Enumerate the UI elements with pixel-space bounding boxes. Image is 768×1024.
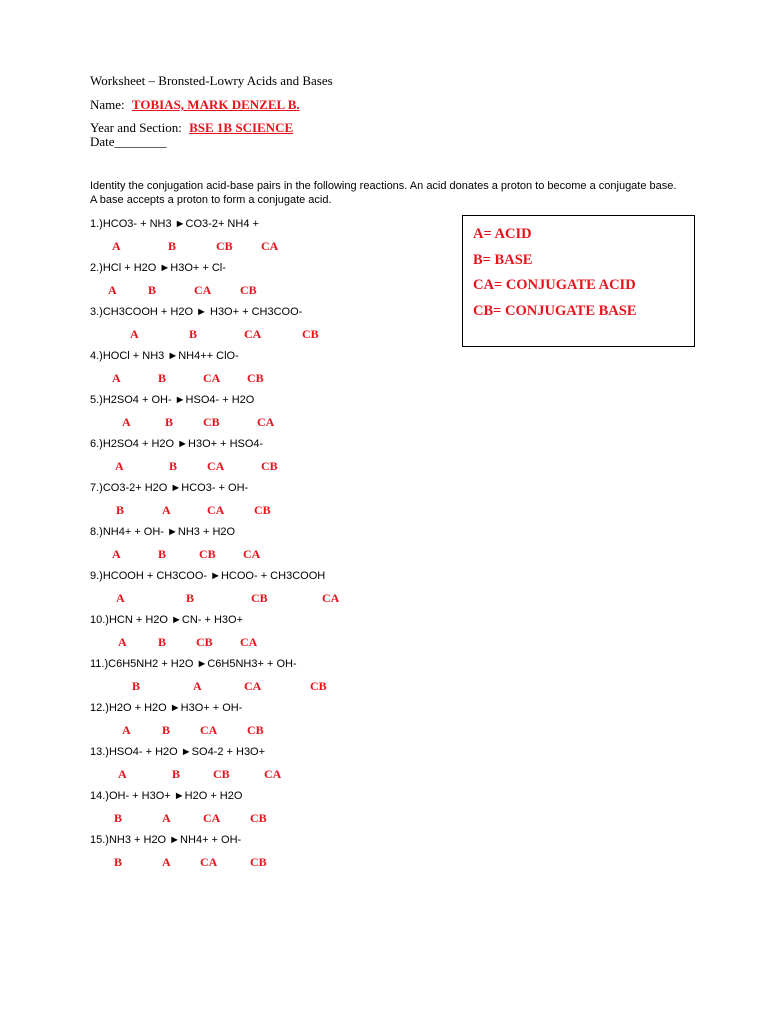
reaction-15: 15.)NH3 + H2O ►NH4+ + OH- (90, 834, 242, 846)
name-label: Name: (90, 97, 125, 112)
answer-8-4: CA (243, 547, 261, 561)
year-section-value: BSE 1B SCIENCE (189, 120, 294, 135)
reaction-10: 10.)HCN + H2O ►CN- + H3O+ (90, 614, 244, 626)
answer-9-3: CB (251, 591, 268, 605)
year-section-label: Year and Section: (90, 120, 182, 135)
answer-12-4: CB (247, 723, 264, 737)
legend-conjugate-base: CB= CONJUGATE BASE (473, 302, 637, 319)
answer-6-4: CB (261, 459, 278, 473)
answer-9-1: A (116, 591, 125, 605)
answer-13-1: A (118, 767, 127, 781)
answer-6-3: CA (207, 459, 225, 473)
legend-conjugate-acid: CA= CONJUGATE ACID (473, 277, 636, 293)
answer-3-3: CA (244, 327, 262, 341)
reaction-1: 1.)HCO3- + NH3 ►CO3-2+ NH4 + (90, 218, 259, 230)
answer-3-1: A (130, 327, 139, 341)
answer-15-1: B (114, 855, 123, 869)
answer-1-4: CA (261, 239, 279, 253)
answer-3-4: CB (302, 327, 319, 341)
answer-15-2: A (162, 855, 171, 869)
answer-12-1: A (122, 723, 131, 737)
reaction-14: 14.)OH- + H3O+ ►H2O + H2O (90, 790, 243, 802)
legend-acid: A= ACID (473, 226, 532, 242)
answer-5-1: A (122, 415, 131, 429)
answer-2-3: CA (194, 283, 212, 297)
answer-10-4: CA (240, 635, 258, 649)
answer-8-2: B (158, 547, 167, 561)
answer-14-3: CA (203, 811, 221, 825)
reaction-7: 7.)CO3-2+ H2O ►HCO3- + OH- (90, 482, 249, 494)
answer-2-2: B (148, 283, 157, 297)
instructions-text: Identity the conjugation acid-base pairs in the following reactions. An acid donates a proton to become a conjugate base. A base accepts a proton to form a conjugate acid. (90, 180, 677, 206)
answer-1-1: A (112, 239, 121, 253)
answer-6-2: B (169, 459, 178, 473)
legend-base: B= BASE (473, 251, 533, 268)
reaction-8: 8.)NH4+ + OH- ►NH3 + H2O (90, 526, 236, 538)
answer-5-3: CB (203, 415, 220, 429)
answer-10-2: B (158, 635, 167, 649)
answer-11-4: CB (310, 679, 327, 693)
answer-13-2: B (172, 767, 181, 781)
reaction-12: 12.)H2O + H2O ►H3O+ + OH- (90, 702, 243, 714)
answer-14-1: B (114, 811, 123, 825)
reaction-5: 5.)H2SO4 + OH- ►HSO4- + H2O (90, 394, 255, 406)
answer-4-3: CA (203, 371, 221, 385)
answer-10-3: CB (196, 635, 213, 649)
reaction-11: 11.)C6H5NH2 + H2O ►C6H5NH3+ + OH- (90, 658, 297, 670)
answer-9-2: B (186, 591, 195, 605)
answer-10-1: A (118, 635, 127, 649)
answer-5-2: B (165, 415, 174, 429)
reaction-9: 9.)HCOOH + CH3COO- ►HCOO- + CH3COOH (90, 570, 326, 582)
answer-15-4: CB (250, 855, 267, 869)
answer-2-4: CB (240, 283, 257, 297)
answer-1-2: B (168, 239, 177, 253)
answer-14-2: A (162, 811, 171, 825)
date-line: Date________ (90, 134, 167, 149)
worksheet-title: Worksheet – Bronsted-Lowry Acids and Bases (90, 73, 333, 88)
legend-box (462, 215, 695, 347)
answer-11-3: CA (244, 679, 262, 693)
answer-11-1: B (132, 679, 141, 693)
answer-8-3: CB (199, 547, 216, 561)
reaction-2: 2.)HCl + H2O ►H3O+ + Cl- (90, 262, 226, 274)
answer-12-2: B (162, 723, 171, 737)
answer-7-2: A (162, 503, 171, 517)
answer-7-3: CA (207, 503, 225, 517)
reaction-3: 3.)CH3COOH + H2O ► H3O+ + CH3COO- (90, 306, 303, 318)
answer-15-3: CA (200, 855, 218, 869)
answer-4-4: CB (247, 371, 264, 385)
name-line (90, 97, 300, 113)
answer-11-2: A (193, 679, 202, 693)
answer-1-3: CB (216, 239, 233, 253)
answer-7-4: CB (254, 503, 271, 517)
answer-13-3: CB (213, 767, 230, 781)
answer-6-1: A (115, 459, 124, 473)
reaction-4: 4.)HOCl + NH3 ►NH4++ ClO- (90, 350, 239, 362)
answer-8-1: A (112, 547, 121, 561)
answer-5-4: CA (257, 415, 275, 429)
answer-2-1: A (108, 283, 117, 297)
name-value: TOBIAS, MARK DENZEL B. (131, 97, 300, 112)
answer-12-3: CA (200, 723, 218, 737)
answer-3-2: B (189, 327, 198, 341)
answer-13-4: CA (264, 767, 282, 781)
answer-7-1: B (116, 503, 125, 517)
reaction-6: 6.)H2SO4 + H2O ►H3O+ + HSO4- (90, 438, 264, 450)
answer-4-1: A (112, 371, 121, 385)
answer-9-4: CA (322, 591, 340, 605)
reaction-13: 13.)HSO4- + H2O ►SO4-2 + H3O+ (90, 746, 266, 758)
answer-14-4: CB (250, 811, 267, 825)
answer-4-2: B (158, 371, 167, 385)
